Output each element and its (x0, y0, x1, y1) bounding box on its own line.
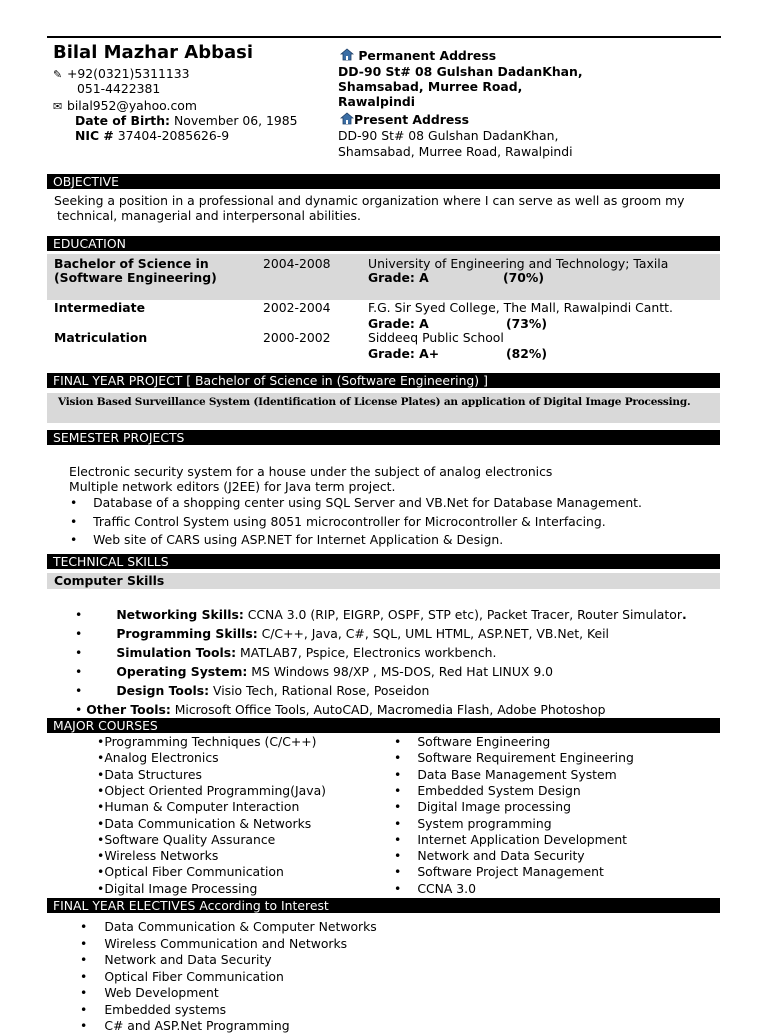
permanent-address-line-3: Rawalpindi (338, 94, 416, 109)
email-address[interactable]: bilal952@yahoo.com (67, 98, 197, 113)
email-icon: ✉ (53, 100, 63, 113)
course-label: Embedded System Design (417, 782, 581, 798)
dob-value: November 06, 1985 (173, 113, 298, 128)
present-address-heading (340, 112, 469, 127)
bullet-icon: • (394, 880, 402, 896)
objective-text-2: technical, managerial and interpersonal abilities. (57, 208, 361, 223)
course-left-item (97, 816, 311, 831)
elective-item (80, 1002, 226, 1017)
nic-value: 37404-2085626-9 (117, 128, 230, 143)
course-label: Data Base Management System (417, 766, 617, 782)
bullet-icon: • (75, 702, 83, 717)
bullet-icon: • (394, 815, 402, 831)
phone-icon: ✎ (53, 68, 63, 81)
elective-item (80, 969, 284, 984)
bullet-icon: • (75, 645, 83, 660)
skill-value: CCNA 3.0 (RIP, EIGRP, OSPF, STP etc), Packet Tracer, Router Simulator (243, 607, 682, 622)
course-right-item (394, 750, 634, 765)
present-address-line-1: DD-90 St# 08 Gulshan DadanKhan, (338, 128, 559, 143)
electives-heading: FINAL YEAR ELECTIVES According to Interest (47, 898, 720, 913)
phone-secondary: 051-4422381 (77, 81, 161, 96)
semester-bullet-text: Database of a shopping center using SQL Server and VB.Net for Database Management. (93, 495, 642, 510)
course-label: Optical Fiber Communication (104, 864, 284, 880)
grade-matriculation: Grade: A+ (368, 346, 440, 361)
skill-programming (75, 626, 609, 641)
elective-label: Wireless Communication and Networks (104, 935, 348, 951)
elective-label: C# and ASP.Net Programming (104, 1018, 290, 1033)
semester-heading: SEMESTER PROJECTS (47, 430, 720, 445)
email-line (53, 98, 197, 113)
skill-os (75, 664, 553, 679)
skill-value: MS Windows 98/XP , MS-DOS, Red Hat LINUX 9.0 (247, 664, 554, 679)
course-label: System programming (417, 815, 552, 831)
bullet-icon: • (80, 968, 88, 984)
phone-line (53, 66, 190, 81)
semester-bullet-text: Web site of CARS using ASP.NET for Internet Application & Design. (93, 532, 504, 547)
education-heading: EDUCATION (47, 236, 720, 251)
bullet-icon: • (75, 607, 83, 622)
course-label: Analog Electronics (104, 750, 219, 766)
bullet-icon: • (97, 831, 105, 847)
skill-other (75, 702, 605, 717)
semester-project-2: Multiple network editors (J2EE) for Java term project. (69, 479, 396, 494)
bullet-icon: • (394, 766, 402, 782)
skill-value: Visio Tech, Rational Rose, Poseidon (209, 683, 430, 698)
nic-label: NIC # (75, 128, 114, 143)
dob-label: Date of Birth: (75, 113, 171, 128)
elective-item (80, 985, 219, 1000)
skill-label: Simulation Tools: (116, 645, 237, 660)
elective-label: Embedded systems (104, 1001, 227, 1017)
pct-intermediate: (73%) (506, 316, 547, 331)
top-rule (47, 36, 721, 38)
final-project-heading: FINAL YEAR PROJECT [ Bachelor of Science in (Software Engineering) ] (47, 373, 720, 388)
bullet-icon: • (80, 1018, 88, 1033)
grade-intermediate: Grade: A (368, 316, 429, 331)
bullet-icon: • (394, 864, 402, 880)
bullet-icon: • (70, 514, 78, 529)
pct-bachelor: (70%) (503, 270, 544, 285)
course-label: Data Communication & Networks (104, 815, 312, 831)
course-left-item (97, 750, 219, 765)
bullet-icon: • (394, 734, 402, 749)
bullet-icon: • (97, 734, 105, 749)
present-address-line-2: Shamsabad, Murree Road, Rawalpindi (338, 144, 573, 159)
semester-bullet-2 (70, 514, 606, 529)
course-left-item (97, 848, 218, 863)
bullet-icon: • (394, 799, 402, 815)
bullet-icon: • (80, 919, 88, 934)
courses-heading: MAJOR COURSES (47, 718, 720, 733)
present-address-label: Present Address (354, 112, 470, 127)
pct-matriculation: (82%) (506, 346, 547, 361)
permanent-address-label: Permanent Address (358, 48, 497, 63)
course-label: Software Requirement Engineering (417, 750, 634, 766)
degree-intermediate: Intermediate (54, 300, 145, 315)
semester-bullet-1 (70, 495, 642, 510)
permanent-address-line-1: DD-90 St# 08 Gulshan DadanKhan, (338, 64, 583, 79)
skills-heading: TECHNICAL SKILLS (47, 554, 720, 569)
skill-value: Microsoft Office Tools, AutoCAD, Macromedia Flash, Adobe Photoshop (170, 702, 606, 717)
course-right-item (394, 881, 476, 896)
elective-label: Web Development (104, 985, 219, 1000)
skill-value: C/C++, Java, C#, SQL, UML HTML, ASP.NET, VB.Net, Keil (257, 626, 609, 641)
course-right-item (394, 767, 617, 782)
course-left-item (97, 864, 284, 879)
phone-primary: +92(0321)5311133 (67, 66, 190, 81)
course-left-item (97, 767, 202, 782)
candidate-name: Bilal Mazhar Abbasi (53, 42, 254, 63)
course-label: Programming Techniques (C/C++) (104, 734, 317, 749)
years-matriculation: 2000-2002 (263, 330, 331, 345)
objective-heading: OBJECTIVE (47, 174, 720, 189)
permanent-address-heading (340, 48, 496, 63)
bullet-icon: • (70, 532, 78, 547)
objective-text-1: Seeking a position in a professional and dynamic organization where I can serve as well as groom my (54, 193, 685, 208)
semester-project-1: Electronic security system for a house under the subject of analog electronics (69, 464, 553, 479)
course-label: Wireless Networks (104, 848, 219, 864)
house-icon (340, 48, 354, 61)
bullet-icon: • (394, 848, 402, 864)
grade-bachelor: Grade: A (368, 270, 429, 285)
degree-bachelor-2: (Software Engineering) (54, 270, 217, 285)
bullet-icon: • (75, 683, 83, 698)
institution-matriculation: Siddeeq Public School (368, 330, 504, 345)
bullet-icon: • (80, 935, 88, 951)
elective-item (80, 936, 347, 951)
house-icon (340, 112, 354, 125)
course-label: Network and Data Security (417, 848, 585, 864)
bullet-icon: • (97, 815, 105, 831)
elective-label: Data Communication & Computer Networks (104, 919, 377, 934)
bullet-icon: • (80, 1001, 88, 1017)
course-left-item (97, 783, 326, 798)
course-right-item (394, 799, 571, 814)
course-label: Internet Application Development (417, 831, 628, 847)
bullet-icon: • (75, 664, 83, 679)
course-right-item (394, 783, 581, 798)
course-label: Human & Computer Interaction (104, 799, 300, 815)
bullet-icon: • (97, 750, 105, 766)
elective-label: Optical Fiber Communication (104, 968, 284, 984)
course-label: CCNA 3.0 (417, 880, 477, 896)
course-right-item (394, 864, 604, 879)
course-left-item (97, 832, 275, 847)
course-right-item (394, 848, 585, 863)
skill-label: Design Tools: (116, 683, 210, 698)
bullet-icon: • (80, 985, 88, 1000)
institution-intermediate: F.G. Sir Syed College, The Mall, Rawalpindi Cantt. (368, 300, 673, 315)
skill-tail: . (681, 607, 687, 622)
bullet-icon: • (97, 782, 105, 798)
elective-label: Network and Data Security (104, 952, 272, 967)
skill-label: Operating System: (116, 664, 248, 679)
bullet-icon: • (75, 626, 83, 641)
elective-item (80, 919, 377, 934)
course-left-item (97, 734, 316, 749)
course-label: Object Oriented Programming(Java) (104, 782, 327, 798)
years-intermediate: 2002-2004 (263, 300, 331, 315)
course-right-item (394, 734, 550, 749)
course-label: Data Structures (104, 766, 202, 782)
course-label: Software Project Management (417, 864, 604, 880)
bullet-icon: • (70, 495, 78, 510)
years-bachelor: 2004-2008 (263, 256, 331, 271)
bullet-icon: • (97, 880, 105, 896)
dob-line (75, 113, 298, 128)
bullet-icon: • (97, 848, 105, 864)
course-label: Software Quality Assurance (104, 831, 276, 847)
course-label: Digital Image Processing (104, 880, 258, 896)
bullet-icon: • (97, 864, 105, 880)
course-label: Digital Image processing (417, 799, 571, 815)
bullet-icon: • (394, 782, 402, 798)
computer-skills-label: Computer Skills (54, 573, 165, 588)
institution-bachelor: University of Engineering and Technology; Taxila (368, 256, 669, 271)
elective-item (80, 1018, 290, 1033)
bullet-icon: • (97, 766, 105, 782)
course-right-item (394, 816, 552, 831)
skill-label: Networking Skills: (116, 607, 244, 622)
semester-bullet-text: Traffic Control System using 8051 microcontroller for Microcontroller & Interfacing. (93, 514, 606, 529)
skill-value: MATLAB7, Pspice, Electronics workbench. (236, 645, 497, 660)
course-label: Software Engineering (417, 734, 551, 749)
course-left-item (97, 881, 257, 896)
course-right-item (394, 832, 627, 847)
skill-label: Other Tools: (86, 702, 171, 717)
bullet-icon: • (80, 952, 88, 967)
course-left-item (97, 799, 299, 814)
permanent-address-line-2: Shamsabad, Murree Road, (338, 79, 523, 94)
semester-bullet-3 (70, 532, 503, 547)
bullet-icon: • (394, 831, 402, 847)
skill-networking (75, 607, 687, 622)
skill-label: Programming Skills: (116, 626, 258, 641)
bullet-icon: • (394, 750, 402, 766)
degree-matriculation: Matriculation (54, 330, 148, 345)
bullet-icon: • (97, 799, 105, 815)
skill-design (75, 683, 429, 698)
degree-bachelor-1: Bachelor of Science in (54, 256, 209, 271)
nic-line (75, 128, 229, 143)
final-project-text: Vision Based Surveillance System (Identification of License Plates) an application of Digital Image Processing. (58, 396, 691, 408)
elective-item (80, 952, 272, 967)
skill-simulation (75, 645, 496, 660)
